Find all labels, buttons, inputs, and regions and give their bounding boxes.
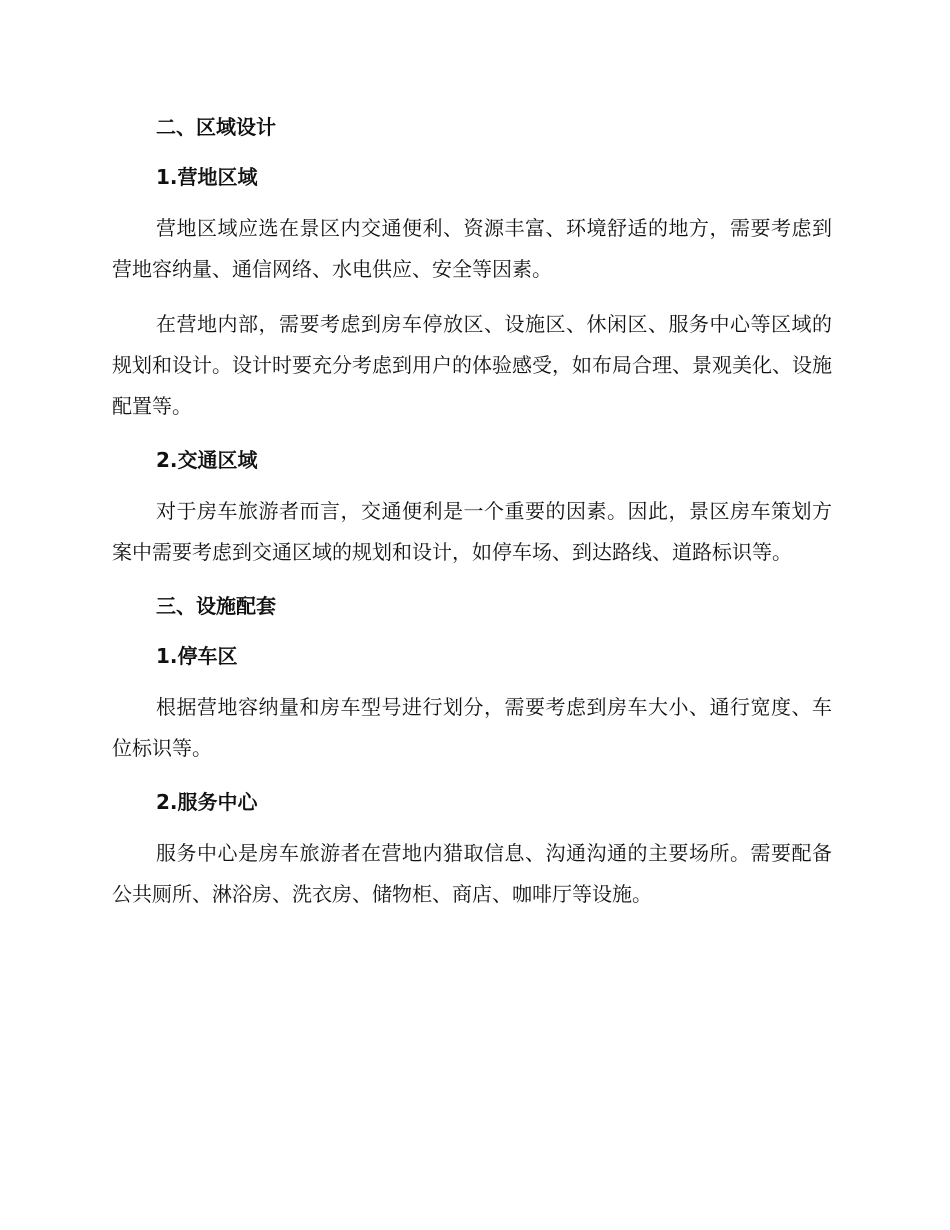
paragraph: 在营地内部，需要考虑到房车停放区、设施区、休闲区、服务中心等区域的规划和设计。设计时要充分考虑到用户的体验感受，如布局合理、景观美化、设施配置等。	[112, 312, 832, 418]
paragraph: 服务中心是房车旅游者在营地内猎取信息、沟通沟通的主要场所。需要配备公共厕所、淋浴房、洗衣房、储物柜、商店、咖啡厅等设施。	[112, 841, 832, 906]
paragraph: 根据营地容纳量和房车型号进行划分，需要考虑到房车大小、通行宽度、车位标识等。	[112, 695, 832, 760]
paragraph: 对于房车旅游者而言，交通便利是一个重要的因素。因此，景区房车策划方案中需要考虑到交通区域的规划和设计，如停车场、到达路线、道路标识等。	[112, 499, 832, 564]
subsection-title: 1.停车区	[156, 644, 238, 668]
subsection-title: 2.服务中心	[156, 790, 258, 814]
subsection-title: 2.交通区域	[156, 448, 258, 472]
paragraph: 营地区域应选在景区内交通便利、资源丰富、环境舒适的地方，需要考虑到营地容纳量、通信网络、水电供应、安全等因素。	[112, 216, 832, 281]
subsection-title: 1.营地区域	[156, 165, 258, 189]
section-heading: 二、区域设计	[156, 115, 276, 139]
section-heading: 三、设施配套	[156, 594, 276, 618]
document-page	[112, 110, 832, 915]
